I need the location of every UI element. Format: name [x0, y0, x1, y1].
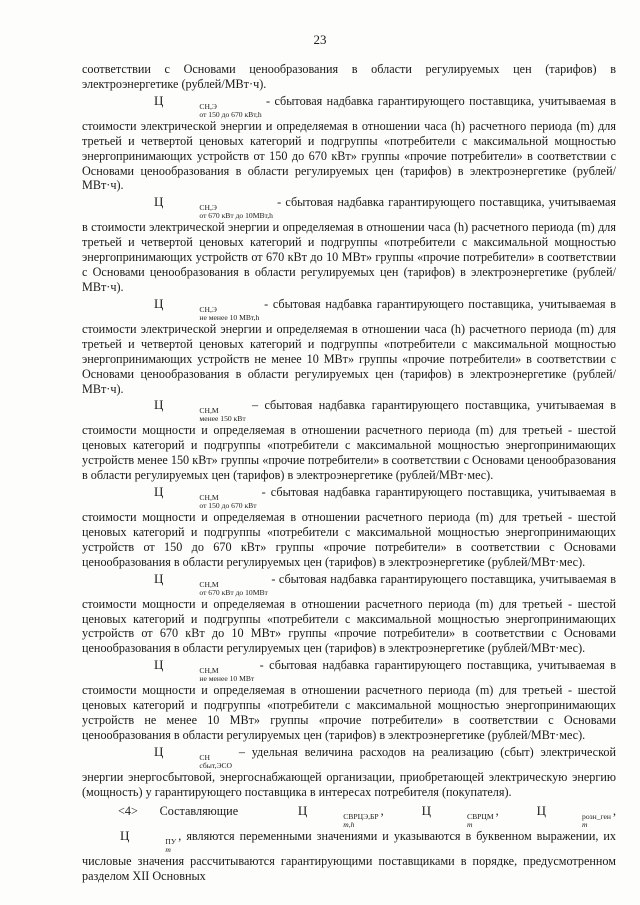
symbol-superscript: СН,М: [199, 406, 219, 416]
symbol-superscript: СН,Э: [199, 203, 217, 213]
document-body: [82, 62, 616, 884]
symbol-base: Ц: [154, 397, 164, 413]
definition-text: - сбытовая надбавка гарантирующего поставщика, учитываемая в стоимости электрической энергии и определяемая в отношении часа (h) расчетного периода (m) для третьей и четвертой ценовых категорий и подгруппы «потребители с максимальной мощностью энергопринимающих устройств от 150 до 670 кВт» группы «прочие потребители» в соответствии с Основами ценообразования в области регулируемых цен (тарифов) в электроэнергетике (рублей/МВт·ч).: [82, 93, 616, 193]
definition-text: - сбытовая надбавка гарантирующего поставщика, учитываемая в стоимости мощности и определяемая в отношении расчетного периода (m) для третьей - шестой ценовых категорий и подгруппы «потребители с максимальной мощностью энергопринимающих устройств не менее 10 МВт» группы «прочие потребители» в соответствии с Основами ценообразования в области регулируемых цен (тарифов) в электроэнергетике (рублей/МВт·мес).: [82, 658, 616, 742]
note-paragraph: [82, 804, 616, 884]
symbol-subscript: не менее 10 МВт,h: [199, 312, 260, 322]
symbol-superscript: СН,Э: [199, 101, 217, 111]
symbol-base: Ц: [154, 743, 164, 759]
note-formula-symbol: [386, 804, 494, 829]
definition-text: - сбытовая надбавка гарантирующего поставщика, учитываемая в стоимости мощности и определяемая в отношении расчетного периода (m) для третьей - шестой ценовых категорий и подгруппы «потребители с максимальной мощностью энергопринимающих устройств от 150 до 670 кВт» группы «прочие потребители» в соответствии с Основами ценообразования в области регулируемых цен (тарифов) в электроэнергетике (рублей/МВт·мес).: [82, 485, 616, 569]
symbol-base: Ц: [154, 570, 164, 586]
symbol-subscript: менее 150 кВт: [199, 414, 246, 424]
symbol-subscript: m: [165, 844, 171, 854]
symbol-superscript: СН,М: [199, 493, 219, 503]
definition-paragraph: [82, 572, 616, 657]
symbol-base: Ц: [154, 657, 164, 673]
symbol-subscript: от 670 кВт до 10МВт,h: [199, 211, 273, 221]
symbol-separator: ,: [380, 803, 384, 818]
symbol-superscript: СН,М: [199, 666, 219, 676]
symbol-superscript: СВРЦЭ,БР: [343, 811, 379, 821]
intro-paragraph: соответствии с Основами ценообразования в области регулируемых цен (тарифов) в электроэнергетике (рублей/МВт·ч).: [82, 62, 616, 91]
definition-text: - сбытовая надбавка гарантирующего поставщика, учитываемая в стоимости мощности и определяемая в отношении расчетного периода (m) для третьей - шестой ценовых категорий и подгруппы «потребители с максимальной мощностью энергопринимающих устройств от 670 кВт до 10 МВт» группы «прочие потребители» в соответствии с Основами ценообразования в области регулируемых цен (тарифов) в электроэнергетике (рублей/МВт·мес).: [82, 571, 616, 656]
definition-text: – сбытовая надбавка гарантирующего поставщика, учитываемая в стоимости мощности и определяемая в отношении расчетного периода (m) для третьей - шестой ценовых категорий и подгруппы «потребители с максимальной мощностью энергопринимающих устройств менее 150 кВт» группы «прочие потребители» в соответствии с Основами ценообразования в области регулируемых цен (тарифов) в электроэнергетике (рублей/МВт·мес).: [82, 398, 616, 483]
symbol-separator: ,: [495, 803, 499, 818]
symbol-base: Ц: [154, 295, 164, 311]
symbol-subscript: от 150 до 670 кВт: [199, 501, 257, 511]
symbol-superscript: ПУ: [165, 836, 177, 846]
symbol-base: Ц: [154, 92, 164, 108]
formula-symbol: [118, 94, 262, 119]
note-lead: Составляющие: [159, 803, 239, 818]
definition-text: - сбытовая надбавка гарантирующего поставщика, учитываемая в стоимости электрической энергии и определяемая в отношении часа (h) расчетного периода (m) для третьей и четвертой ценовых категорий и подгруппы «потребители с максимальной мощностью энергопринимающих устройств от 670 кВт до 10 МВт» группы «прочие потребители» в соответствии с Основами ценообразования в области регулируемых цен (тарифов) в электроэнергетике (рублей/МВт·ч).: [82, 195, 616, 294]
note-text: являются переменными значениями и указываются в буквенном выражении, их числовые значения рассчитываются гарантирующими поставщиками в порядке, предусмотренном разделом XII Основных: [82, 828, 617, 883]
definition-paragraph: [82, 485, 616, 570]
note-formula-symbol: [501, 804, 611, 829]
symbol-base: Ц: [421, 802, 432, 818]
symbol-superscript: СВРЦМ: [467, 811, 494, 821]
definition-paragraph: [82, 398, 616, 483]
symbol-base: Ц: [120, 827, 130, 843]
symbol-subscript: от 670 кВт до 10МВт: [199, 587, 268, 597]
symbol-subscript: m,h: [343, 819, 355, 829]
symbol-base: Ц: [154, 484, 164, 500]
definitions-list: [82, 94, 616, 800]
definition-paragraph: [82, 745, 616, 800]
note-formula-symbol: [84, 829, 176, 854]
note-formula-symbol: [262, 804, 379, 829]
formula-symbol: [118, 485, 257, 510]
page-number: 23: [313, 32, 327, 47]
formula-symbol: [118, 658, 254, 683]
symbol-superscript: СН,М: [199, 579, 219, 589]
note-marker: <4>: [118, 803, 138, 818]
definition-paragraph: [82, 94, 616, 194]
symbol-superscript: розн_ген: [582, 811, 611, 821]
symbol-subscript: не менее 10 МВт: [199, 674, 255, 684]
symbol-superscript: СН: [199, 752, 210, 762]
formula-symbol: [118, 398, 246, 423]
symbol-superscript: СН,Э: [199, 304, 217, 314]
symbol-separator: ,: [178, 828, 182, 843]
symbol-subscript: сбыт,ЭСО: [199, 760, 233, 770]
definition-text: – удельная величина расходов на реализацию (сбыт) электрической энергии энергосбытовой, энергоснабжающей организации, приобретающей электрическую энергию (мощность) у гарантирующего поставщика в интересах потребителя (покупателя).: [82, 744, 616, 799]
formula-symbol: [118, 745, 232, 770]
symbol-subscript: m: [582, 819, 588, 829]
symbol-subscript: m: [467, 819, 473, 829]
definition-paragraph: [82, 658, 616, 743]
symbol-base: Ц: [536, 802, 547, 818]
symbol-base: Ц: [154, 194, 164, 210]
definition-paragraph: [82, 195, 616, 295]
formula-symbol: [118, 572, 268, 597]
symbol-subscript: от 150 до 670 кВт,h: [199, 109, 262, 119]
symbol-separator: ,: [612, 803, 616, 818]
symbol-base: Ц: [297, 802, 308, 818]
formula-symbol: [118, 195, 273, 220]
definition-text: - сбытовая надбавка гарантирующего поставщика, учитываемая в стоимости электрической энергии и определяемая в отношении часа (h) расчетного периода (m) для третьей и четвертой ценовых категорий и подгруппы «потребители с максимальной мощностью энергопринимающих устройств не менее 10 МВт» группы «прочие потребители» в соответствии с Основами ценообразования в области регулируемых цен (тарифов) в электроэнергетике (рублей/МВт·ч).: [82, 296, 616, 396]
formula-symbol: [118, 297, 259, 322]
definition-paragraph: [82, 297, 616, 397]
